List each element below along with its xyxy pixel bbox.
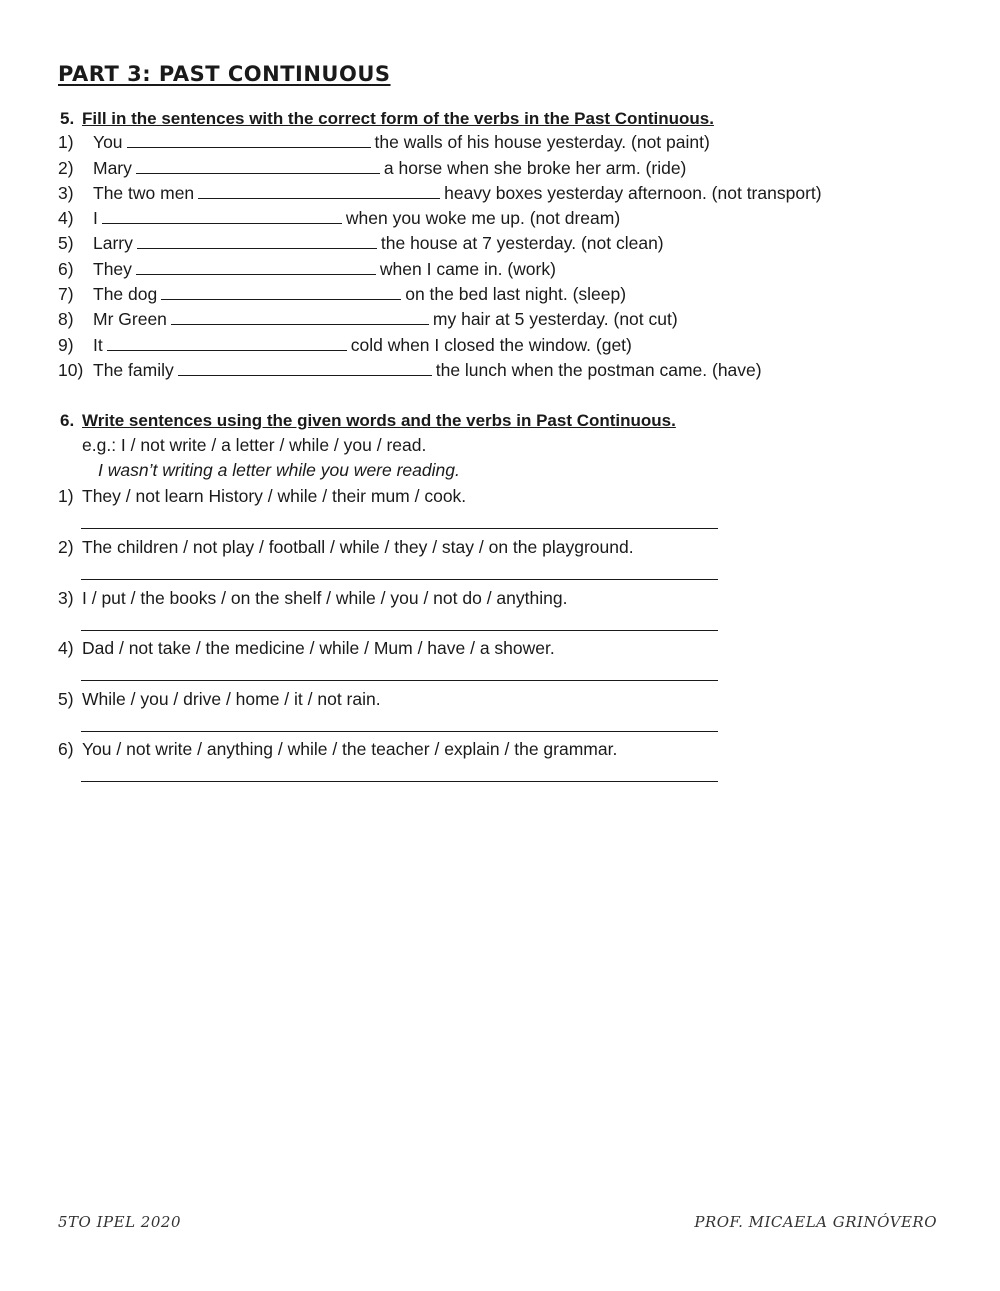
item-number: 6) [58,259,74,279]
answer-blank[interactable] [107,334,347,351]
item-subject: Mary [93,158,132,178]
example-prompt: e.g.: I / not write / a letter / while / you / read. [82,435,427,455]
item-rest: the lunch when the postman came. (have) [435,360,762,380]
item-number: 4) [58,638,74,658]
item-subject: Larry [93,233,133,253]
item-subject: You [93,132,123,152]
item-rest: cold when I closed the window. (get) [350,335,632,355]
answer-line[interactable] [81,731,718,732]
item-prompt: You / not write / anything / while / the teacher / explain / the grammar. [82,739,618,759]
item-number: 3) [58,183,74,203]
item-number: 1) [58,132,74,152]
exercise-6-number: 6. [60,411,75,430]
item-number: 6) [58,739,74,759]
item-prompt: I / put / the books / on the shelf / while / you / not do / anything. [82,588,568,608]
answer-line[interactable] [81,781,718,782]
item-subject: I [93,208,98,228]
item-number: 2) [58,158,74,178]
example-answer: I wasn’t writing a letter while you were reading. [98,460,460,480]
exercise-6-heading [60,411,676,431]
exercise-5-instruction: Fill in the sentences with the correct form of the verbs in the Past Continuous. [82,109,714,128]
answer-blank[interactable] [127,131,371,148]
answer-blank[interactable] [102,207,342,224]
answer-blank[interactable] [178,359,432,376]
answer-blank[interactable] [161,283,401,300]
item-number: 5) [58,233,74,253]
item-rest: heavy boxes yesterday afternoon. (not transport) [444,183,822,203]
item-rest: when you woke me up. (not dream) [345,208,621,228]
item-subject: The family [93,360,174,380]
answer-line[interactable] [81,680,718,681]
item-subject: Mr Green [93,309,167,329]
item-number: 1) [58,486,74,506]
exercise-5-number: 5. [60,109,75,128]
answer-blank[interactable] [136,157,380,174]
item-number: 4) [58,208,74,228]
item-prompt: Dad / not take / the medicine / while / Mum / have / a shower. [82,638,555,658]
answer-blank[interactable] [171,308,429,325]
item-subject: The two men [93,183,195,203]
item-rest: on the bed last night. (sleep) [405,284,627,304]
answer-line[interactable] [81,528,718,529]
answer-blank[interactable] [136,258,376,275]
answer-blank[interactable] [137,232,377,249]
item-number: 7) [58,284,74,304]
item-rest: the walls of his house yesterday. (not paint) [374,132,710,152]
item-rest: the house at 7 yesterday. (not clean) [380,233,664,253]
item-subject: It [93,335,103,355]
item-number: 2) [58,537,74,557]
item-prompt: The children / not play / football / while / they / stay / on the playground. [82,537,634,557]
exercise-6-instruction: Write sentences using the given words and the verbs in Past Continuous. [82,411,676,430]
footer-left: 5TO IPEL 2020 [58,1213,181,1231]
item-number: 5) [58,689,74,709]
answer-blank[interactable] [198,182,440,199]
footer-right: PROF. MICAELA GRINÓVERO [694,1213,937,1231]
page-title: PART 3: PAST CONTINUOUS [58,62,391,86]
item-number: 9) [58,335,74,355]
item-rest: a horse when she broke her arm. (ride) [383,158,687,178]
item-rest: when I came in. (work) [379,259,556,279]
answer-line[interactable] [81,630,718,631]
item-number: 10) [58,360,84,380]
item-rest: my hair at 5 yesterday. (not cut) [432,309,678,329]
item-number: 3) [58,588,74,608]
item-subject: They [93,259,132,279]
item-prompt: While / you / drive / home / it / not rain. [82,689,381,709]
answer-line[interactable] [81,579,718,580]
item-number: 8) [58,309,74,329]
exercise-5-heading [60,109,714,129]
item-prompt: They / not learn History / while / their mum / cook. [82,486,467,506]
item-subject: The dog [93,284,158,304]
